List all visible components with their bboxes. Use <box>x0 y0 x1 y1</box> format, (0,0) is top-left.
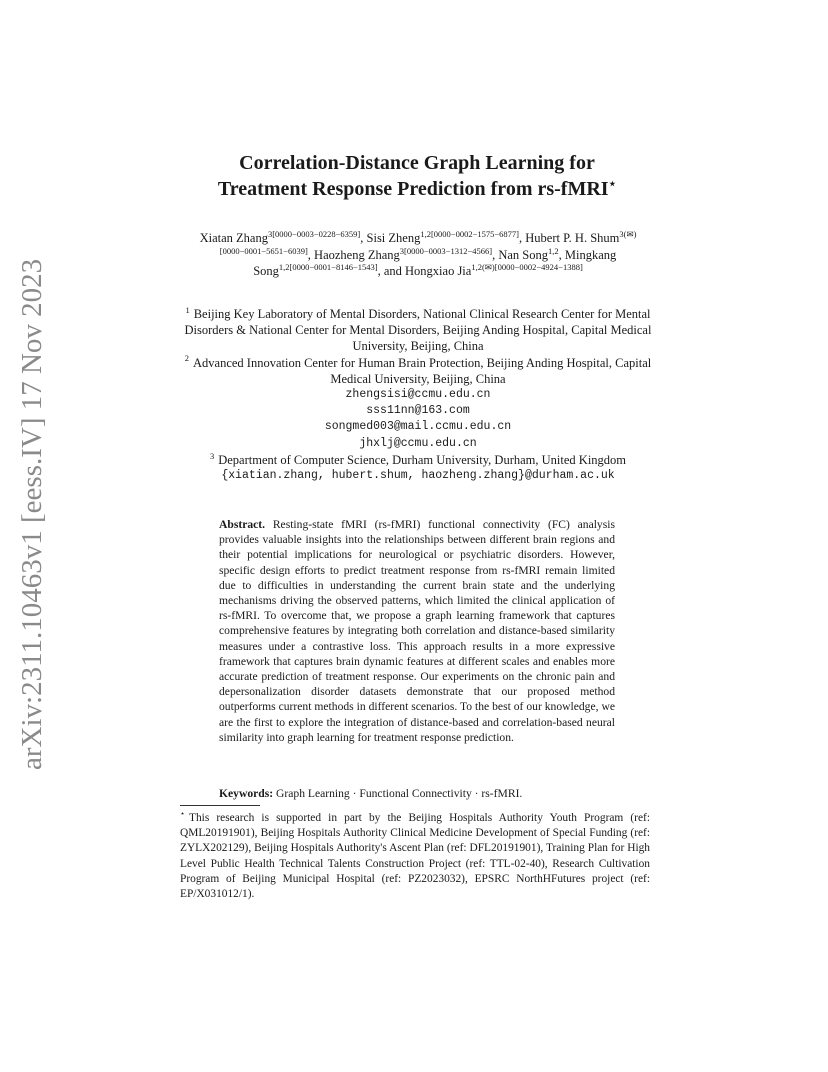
footnote-text: This research is supported in part by the Beijing Hospitals Authority Youth Program (ref: QML20191901), Beijing Hospitals Authority Clinical Medicine Development of Special Funding (ref: ZYLX202129), Beijing Hospitals Authority's Ascent Plan (ref: DFL20191901), Training Plan for High Level Public Health Technical Talents Construction Project (ref: TTL-02-40), Research Cultivation Program of Beijing Municipal Hospital (ref: PZ2023032), EPSRC NorthHFutures project (ref: EP/X031012/1). <box>180 812 650 901</box>
author-list: Xiatan Zhang$^{3[0000-0003-0228-6359]}$, Sisi Zheng$^{1,2[0000-0002-1575-6877]}$, Hubert P. H. Shum$^{3(✉)[0000-0001-5651-6039]}$, Haozheng Zhang$^{3[0000-0003-1312-4566]}$, Nan Song$^{1,2}$, Mingkang Song$^{1,2[0000-0001-8146-1543]}$, and Hongxiao Jia$^{1,2(✉)[0000-0002-4924-1388]}$ <box>199 228 637 278</box>
footnote-mark: ⋆ <box>180 809 186 819</box>
author-superscript: 3(✉)[0000−0001−5651−6039] <box>219 228 637 256</box>
footnote-rule <box>180 805 260 806</box>
author-name: Hongxiao Jia <box>405 264 472 278</box>
abstract-label: Abstract. <box>219 518 266 531</box>
author-superscript: 3[0000−0003−1312−4566] <box>399 245 493 256</box>
title-line-1: Correlation-Distance Graph Learning for <box>239 152 595 174</box>
abstract <box>219 517 615 745</box>
email-link[interactable]: songmed003@mail.ccmu.edu.cn <box>324 420 512 434</box>
paper-title <box>120 150 714 202</box>
email-link[interactable]: jhxlj@ccmu.edu.cn <box>359 436 477 450</box>
author-superscript: 1,2(✉)[0000−0002−4924−1388] <box>471 261 583 272</box>
author-superscript: 1,2[0000−0001−8146−1543] <box>278 261 378 272</box>
funding-footnote <box>180 811 650 902</box>
author-name: Haozheng Zhang <box>314 247 400 262</box>
title-star: ⋆ <box>608 176 617 191</box>
durham-email-link[interactable]: {xiatian.zhang, hubert.shum, haozheng.zhang}@durham.ac.uk <box>221 469 615 483</box>
author-name: Mingkang Song <box>253 247 617 278</box>
keywords-text: Graph Learning · Functional Connectivity · rs-fMRI. <box>276 787 523 800</box>
title-line-2: Treatment Response Prediction from rs-fMRI⋆ <box>217 176 617 200</box>
arxiv-side-stamp: arXiv:2311.10463v1 [eess.IV] 17 Nov 2023 <box>16 258 48 770</box>
author-name: Hubert P. H. Shum <box>525 231 620 245</box>
abstract-text: Resting-state fMRI (rs-fMRI) functional connectivity (FC) analysis provides valuable insights into the relationships between different brain regions and their potential implications for neurological or psychiatric disorders. However, specific design efforts to predict treatment response from rs-fMRI remain limited due to difficulties in understanding the current brain state and the underlying mechanisms driving the observed patterns, which limited the clinical application of rs-fMRI. To overcome that, we propose a graph learning framework that captures comprehensive features by integrating both correlation and distance-based similarity measures under a contrastive loss. This approach results in a more expressive framework that captures brain dynamic features at different scales and enables more accurate prediction of treatment response. Our experiments on the chronic pain and depersonalization disorder datasets demonstrate that our proposed method outperforms current methods in different scenarios. To the best of our knowledge, we are the first to explore the integration of distance-based and correlation-based neural similarity into graph learning for treatment response prediction. <box>219 518 615 744</box>
affiliation-3: $^3$ Department of Computer Science, Durham University, Durham, United Kingdom <box>209 450 627 467</box>
email-link[interactable]: zhengsisi@ccmu.edu.cn <box>345 388 491 402</box>
author-superscript: 3[0000−0003−0228−6359] <box>267 228 361 239</box>
author-name: Xiatan Zhang <box>199 231 268 245</box>
affiliations <box>168 306 668 484</box>
author-name: Nan Song <box>498 247 548 262</box>
affiliation-1: $^1$ Beijing Key Laboratory of Mental Disorders, National Clinical Research Center for Mental Disorders & National Center for Mental Disorders, Beijing Anding Hospital, Capital Medical University, Beijing, China <box>184 304 652 354</box>
author-superscript: 1,2 <box>547 245 559 256</box>
keywords <box>219 786 615 801</box>
author-name: Sisi Zheng <box>366 231 421 245</box>
affiliation-2: $^2$ Advanced Innovation Center for Human Brain Protection, Beijing Anding Hospital, Capital Medical University, Beijing, China <box>184 353 652 386</box>
author-superscript: 1,2[0000−0002−1575−6877] <box>420 228 520 239</box>
email-link[interactable]: sss11nn@163.com <box>366 404 470 418</box>
keywords-label: Keywords: <box>219 787 274 800</box>
